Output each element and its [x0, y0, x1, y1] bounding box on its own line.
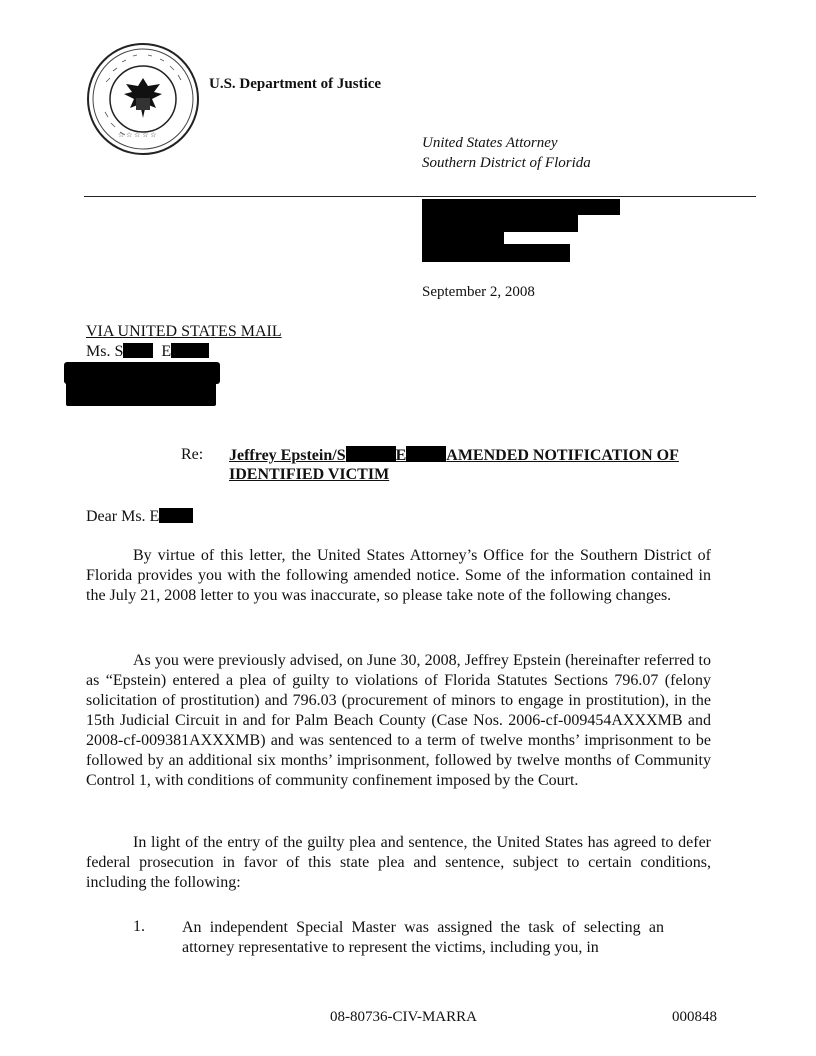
office-line-1: United States Attorney: [422, 135, 558, 151]
bates-number: 000848: [672, 1009, 717, 1025]
list-item-text: An independent Special Master was assigned the task of selecting an attorney representative to represent the victims, including you, in: [182, 919, 664, 956]
doj-seal-icon: [86, 42, 200, 156]
office-line-2: Southern District of Florida: [422, 155, 591, 171]
agency-name: U.S. Department of Justice: [209, 76, 382, 92]
list-item-number: 1.: [133, 918, 145, 935]
delivery-method: VIA UNITED STATES MAIL: [86, 323, 282, 340]
re-part-2: E: [395, 447, 407, 464]
office-name: [422, 133, 591, 173]
recipient-name: [86, 343, 209, 361]
letter-date: September 2, 2008: [422, 284, 535, 300]
body-paragraph: In light of the entry of the guilty plea and sentence, the United States has agreed to defer federal prosecution in favor of this state plea and sentence, subject to certain conditions, including the following:: [86, 834, 711, 891]
redaction-block: [422, 231, 504, 245]
redaction-block: [159, 508, 193, 523]
redaction-block: [422, 244, 570, 262]
recipient-prefix: Ms. S: [86, 343, 124, 360]
re-part-3: AMENDED NOTIFICATION OF IDENTIFIED VICTIM: [229, 447, 679, 483]
case-number: 08-80736-CIV-MARRA: [330, 1009, 477, 1025]
redaction-block: [66, 380, 216, 406]
letterhead-divider: [84, 196, 756, 198]
redaction-block: [171, 343, 209, 358]
svg-text:☆ ☆ ☆ ☆ ☆: ☆ ☆ ☆ ☆ ☆: [118, 131, 157, 139]
redaction-block: [123, 343, 153, 358]
redaction-block: [422, 199, 620, 215]
re-subject: [229, 446, 699, 484]
redaction-block: [422, 214, 578, 232]
recipient-middle: E: [161, 343, 172, 360]
redaction-block: [406, 446, 446, 462]
salutation-text: Dear Ms. E: [86, 508, 160, 525]
redaction-block: [346, 446, 396, 462]
body-paragraph: As you were previously advised, on June 30, 2008, Jeffrey Epstein (hereinafter referred to as “Epstein) entered a plea of guilty to violations of Florida Statutes Sections 796.07 (felony solicitation of prostitution) and 796.03 (procurement of minors to engage in prostitution), in the 15th Judicial Circuit in and for Palm Beach County (Case Nos. 2006-cf-009454AXXXMB and 2008-cf-009381AXXXMB) and was sentenced to a term of twelve months’ imprisonment to be followed by an additional six months’ imprisonment, followed by twelve months of Community Control 1, with conditions of community confinement imposed by the Court.: [86, 652, 711, 789]
salutation: [86, 508, 193, 526]
re-part-1: Jeffrey Epstein/S: [229, 447, 346, 464]
body-paragraph: By virtue of this letter, the United States Attorney’s Office for the Southern District of Florida provides you with the following amended notice. Some of the information contained in the July 21, 2008 letter to you was inaccurate, so please take note of the following changes.: [86, 547, 711, 604]
re-label: Re:: [181, 446, 204, 463]
